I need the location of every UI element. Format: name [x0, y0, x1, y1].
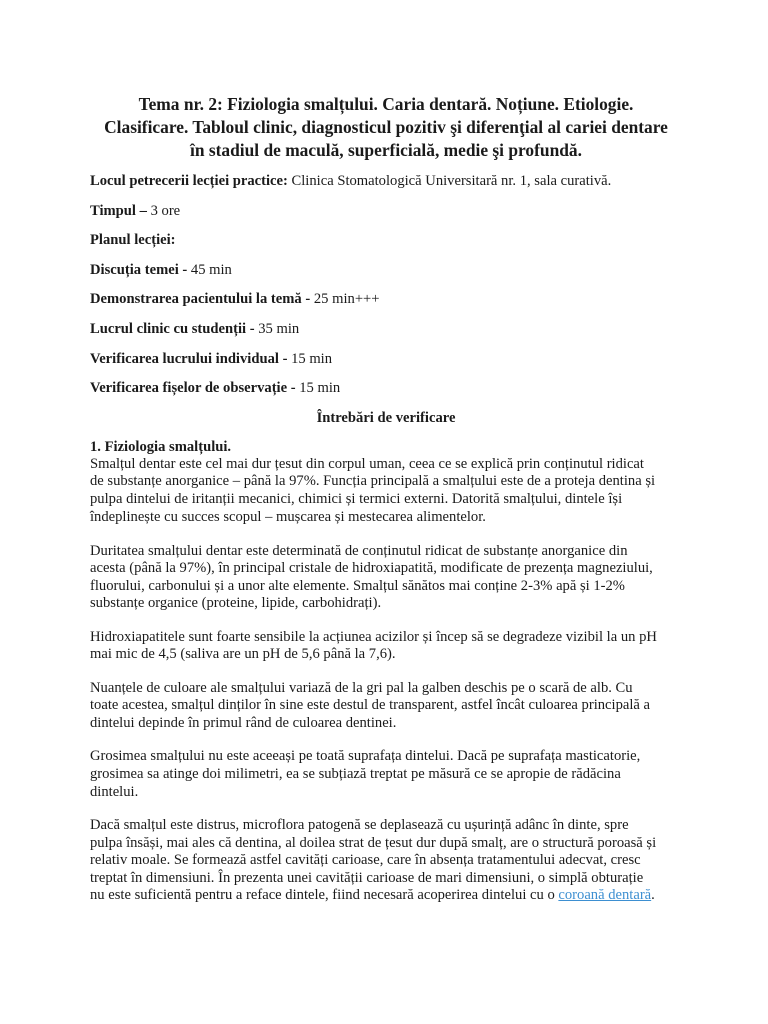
info-value: 15 min [287, 350, 333, 367]
text-line: Grosimea smalțului nu este aceeași pe toată suprafața dintelui. Dacă pe suprafața masticatorie, [90, 748, 641, 765]
info-value: 15 min [295, 380, 341, 397]
info-discussion [90, 261, 682, 279]
text-line: grosimea sa atinge doi milimetri, ea se subțiază treptat pe măsură ce se apropie de rădăcina [90, 765, 621, 782]
text-line: relativ moale. Se formează astfel cavități carioase, care în absența tratamentului adecvat, cresc [90, 852, 641, 869]
text-line: toate acestea, smalțul dinților în sine este destul de transparent, astfel încât culoarea principală a [90, 697, 651, 714]
text-line: dintelui. [90, 783, 139, 800]
paragraph-5 [90, 748, 682, 801]
text-line: Hidroxiapatitele sunt foarte sensibile la acțiunea acizilor și încep să se degradeze vizibil la un pH [90, 628, 657, 645]
text-line: Duritatea smalțului dentar este determinată de conținutul ridicat de substanțe anorganice din [90, 542, 628, 559]
info-label: Verificarea lucrului individual - [90, 350, 288, 367]
info-time [90, 202, 682, 220]
text-line: acesta (până la 97%), în principal cristale de hidroxiapatită, modificate de prezența magneziului, [90, 560, 653, 577]
text-line: pulpa dintelui de iritanții mecanici, chimici și termici externi. Datorită smalțului, dintele își [90, 490, 623, 507]
info-value: 3 ore [146, 202, 181, 219]
info-label: Demonstrarea pacientului la temă - [90, 291, 311, 308]
info-individual-check [90, 350, 682, 368]
info-label: Timpul – [90, 202, 147, 219]
paragraph-2 [90, 543, 682, 613]
paragraph-1 [90, 456, 682, 526]
sub-heading: 1. Fiziologia smalțului. [90, 438, 232, 455]
paragraph-4 [90, 680, 682, 733]
paragraph-3 [90, 629, 682, 664]
info-label: Planul lecției: [90, 232, 176, 249]
text-line: Nuanțele de culoare ale smalțului variază de la gri pal la galben deschis pe o scară de alb. Cu [90, 679, 633, 696]
lesson-info [90, 172, 682, 397]
info-location [90, 172, 682, 190]
info-sheets-check [90, 379, 682, 397]
text-line: treptat în dimensiuni. În prezenta unei cavității carioase de mari dimensiuni, o simplă obturație [90, 869, 644, 886]
info-value: 45 min [187, 261, 232, 278]
paragraph-6 [90, 817, 682, 905]
info-label: Lucrul clinic cu studenții - [90, 320, 255, 337]
info-label: Locul petrecerii lecției practice: [90, 173, 288, 189]
info-value: Clinica Stomatologică Universitară nr. 1, sala curativă. [287, 173, 612, 189]
text-line: dintelui depinde în primul rând de culoarea dentinei. [90, 714, 397, 731]
info-clinical-work [90, 320, 682, 338]
info-label: Discuția temei - [90, 261, 188, 278]
text-line: de substanțe anorganice – până la 97%. Funcția principală a smalțului este de a proteja dentina și [90, 473, 656, 490]
text-line: pulpa însăși, mai ales că dentina, al doilea strat de țesut dur după smalț, are o structură poroasă și [90, 834, 657, 851]
text-line-with-link [90, 887, 682, 905]
text-line: îndeplinește cu succes scopul – mușcarea și mestecarea alimentelor. [90, 508, 486, 525]
info-label: Verificarea fișelor de observație - [90, 380, 296, 397]
text-line: Dacă smalțul este distrus, microflora patogenă se deplasează cu ușurință adânc în dinte, spre [90, 816, 629, 833]
title-line-1: Tema nr. 2: Fiziologia smalțului. Caria dentară. Noțiune. Etiologie. [138, 94, 634, 114]
title-line-3: în stadiul de maculă, superficială, medie şi profundă. [190, 140, 582, 160]
info-value: 35 min [254, 320, 300, 337]
text-line: fluorului, carbonului și a unor alte elemente. Smalțul sănătos mai conține 2-3% apă și 1-2% [90, 577, 625, 594]
dental-crown-link[interactable]: coroană dentară [558, 887, 652, 904]
text-line: substanțe organice (proteine, lipide, carbohidrați). [90, 595, 382, 612]
info-demonstration [90, 290, 682, 308]
page-title [90, 93, 682, 162]
info-value: 25 min+++ [310, 291, 380, 308]
info-plan [90, 231, 682, 249]
section-heading: Întrebări de verificare [316, 409, 456, 426]
text-segment: . [651, 887, 655, 904]
text-segment: nu este suficientă pentru a reface dintele, fiind necesară acoperirea dintelui cu o [90, 887, 559, 904]
text-line: mai mic de 4,5 (saliva are un pH de 5,6 până la 7,6). [90, 646, 396, 663]
text-line: Smalțul dentar este cel mai dur țesut din corpul uman, ceea ce se explică prin conținutul ridicat [90, 455, 644, 472]
title-line-2: Clasificare. Tabloul clinic, diagnosticul pozitiv şi diferenţial al cariei dentare [104, 117, 668, 137]
